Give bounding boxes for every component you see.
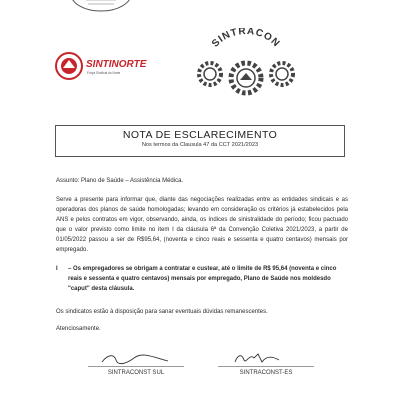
paragraph-2: Os sindicatos estão à disposição para sanar eventuais dúvidas remanescentes. — [56, 309, 268, 315]
svg-text:SINTRACON — [210, 28, 282, 50]
signature-1-image — [100, 352, 170, 366]
paragraph-1: Serve a presente para informar que, diante das negociações realizadas entre as entidades sindicais e as operadoras dos planos de saúde homologadas; levando em consideração os critérios já estabelecidos pela ANS e pelos contratos em vigor, observando, ainda, os índices de sinistralidade do período; ficou pactuado que o valor previsto como limite no item I da cláusula 6ª da Convenção Coletiva 2021/2023, a partir de 01/05/2022 passou a ser de R$95,64, (noventa e cinco reais e sessenta e quatro centavos) mensais por empregado. — [56, 197, 348, 253]
sintracon-gears-icon — [196, 28, 296, 98]
sintracon-logo — [196, 28, 296, 98]
clause-item — [56, 265, 348, 295]
signature-2-image — [232, 350, 282, 366]
signatory-1-name: SINTRACONST SUL — [107, 370, 165, 376]
page-title: NOTA DE ESCLARECIMENTO — [122, 129, 278, 141]
sintracon-name: SINTRACON — [209, 28, 283, 50]
sintnorte-tagline: Força Sindical do Norte — [87, 71, 121, 75]
title-box — [55, 125, 345, 157]
subject-line: Assunto: Plano de Saúde – Assistência Médica. — [56, 178, 184, 184]
clause-item-number: I — [56, 266, 58, 272]
sintnorte-name: SINTINORTE — [86, 59, 147, 70]
top-union-logo — [68, 0, 134, 12]
closing-line: Atenciosamente. — [56, 326, 101, 332]
clause-item-text: – Os empregadores se obrigam a contratar e custear, até o limite de R$ 95,64 (noventa e cinco reais e sessenta e quatro centavos) mensais por empregado, Plano de Saúde nos moldesdo "caput" desta cláusula. — [68, 266, 337, 292]
sintnorte-emblem-icon — [54, 50, 164, 82]
page-subtitle: Nos termos da Clausula 47 da CCT 2021/2023 — [141, 142, 259, 148]
signature-line-1 — [88, 366, 184, 367]
sintnorte-logo — [54, 50, 164, 82]
signatory-2-name: SINTRACONST-ES — [239, 370, 293, 376]
signature-line-2 — [218, 366, 314, 367]
